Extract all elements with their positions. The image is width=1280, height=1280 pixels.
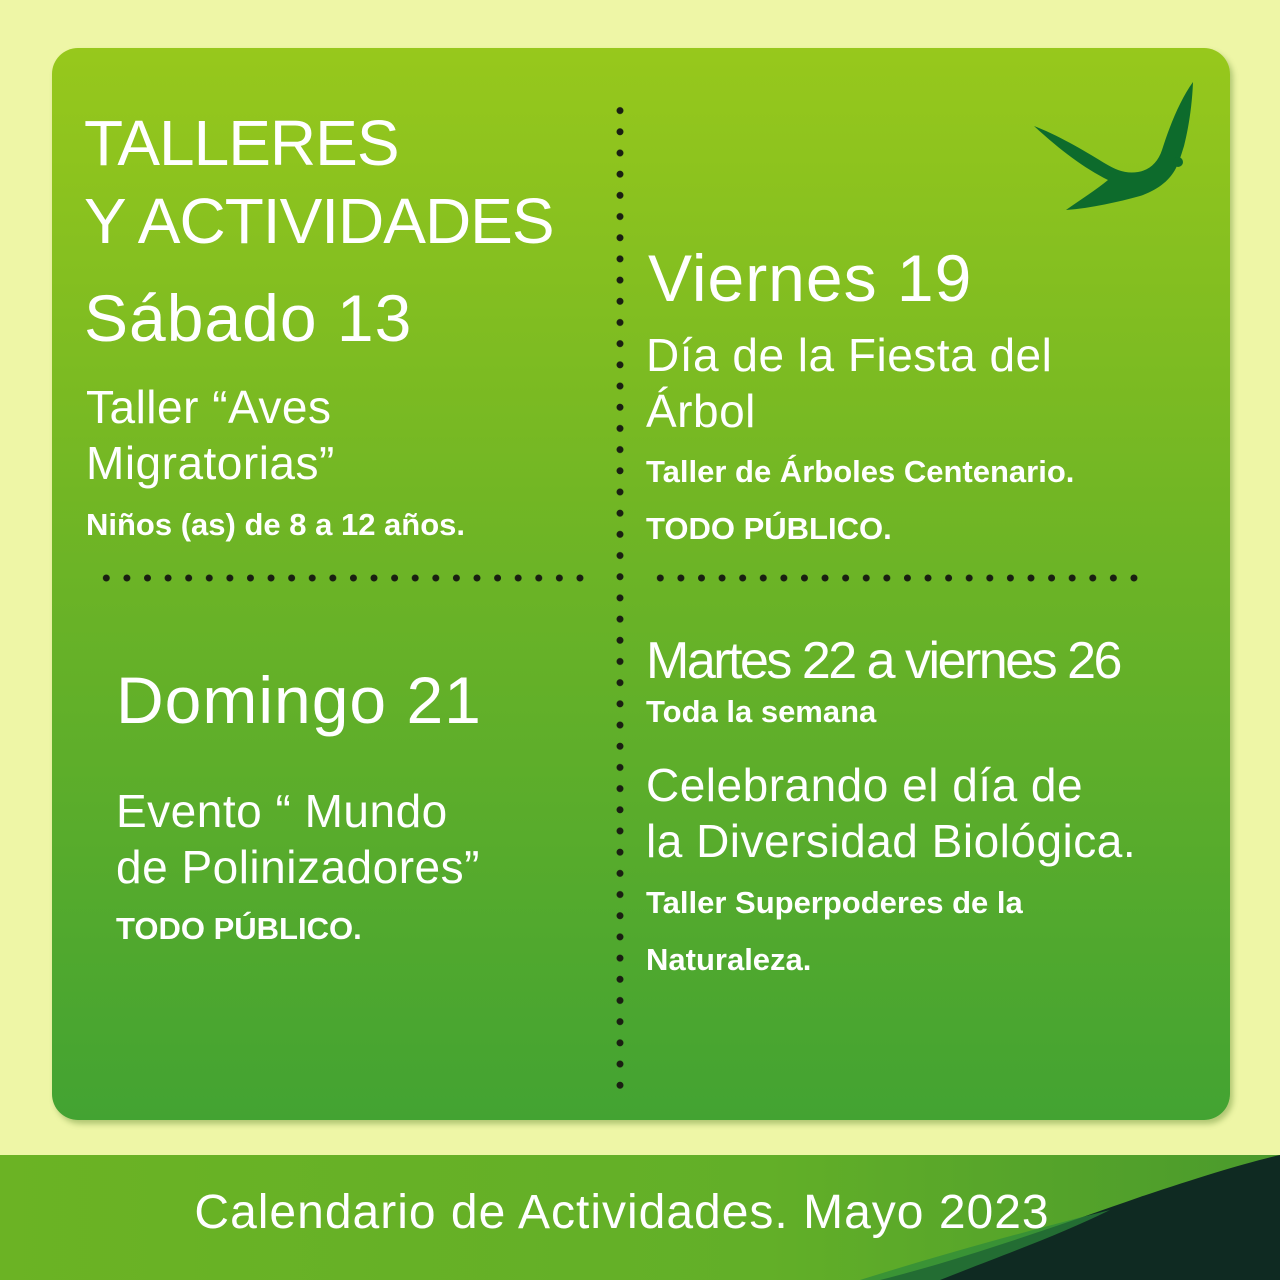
footer-title: Calendario de Actividades. Mayo 2023: [194, 1186, 1050, 1239]
viernes-event-line2: Árbol: [646, 385, 756, 437]
martes-workshop-line1: Taller Superpoderes de la: [646, 885, 1023, 920]
heading-line1: TALLERES: [84, 107, 399, 179]
domingo-event-line2: de Polinizadores”: [116, 841, 480, 893]
heading-line2: Y ACTIVIDADES: [84, 185, 554, 257]
domingo-event-line1: Evento “ Mundo: [116, 785, 448, 837]
viernes-workshop: Taller de Árboles Centenario.: [646, 454, 1075, 489]
viernes-day: Viernes 19: [648, 241, 973, 315]
martes-workshop-line2: Naturaleza.: [646, 942, 812, 977]
sabado-event-line1: Taller “Aves: [86, 381, 332, 433]
horizontal-dotted-divider-right: [650, 573, 1142, 583]
vertical-dotted-divider: [616, 100, 624, 1090]
viernes-event-line1: Día de la Fiesta del: [646, 329, 1053, 381]
martes-event-line1: Celebrando el día de: [646, 759, 1084, 811]
martes-event-line2: la Diversidad Biológica.: [646, 815, 1137, 867]
horizontal-dotted-divider-left: [96, 573, 588, 583]
domingo-day: Domingo 21: [116, 663, 482, 737]
sabado-event-line2: Migratorias”: [86, 437, 335, 489]
sabado-audience: Niños (as) de 8 a 12 años.: [86, 507, 466, 542]
martes-subtitle: Toda la semana: [646, 694, 877, 729]
martes-day: Martes 22 a viernes 26: [646, 632, 1120, 690]
viernes-audience: TODO PÚBLICO.: [646, 511, 892, 546]
bird-icon: [1030, 80, 1200, 220]
sabado-day: Sábado 13: [84, 281, 413, 355]
domingo-audience: TODO PÚBLICO.: [116, 911, 362, 946]
